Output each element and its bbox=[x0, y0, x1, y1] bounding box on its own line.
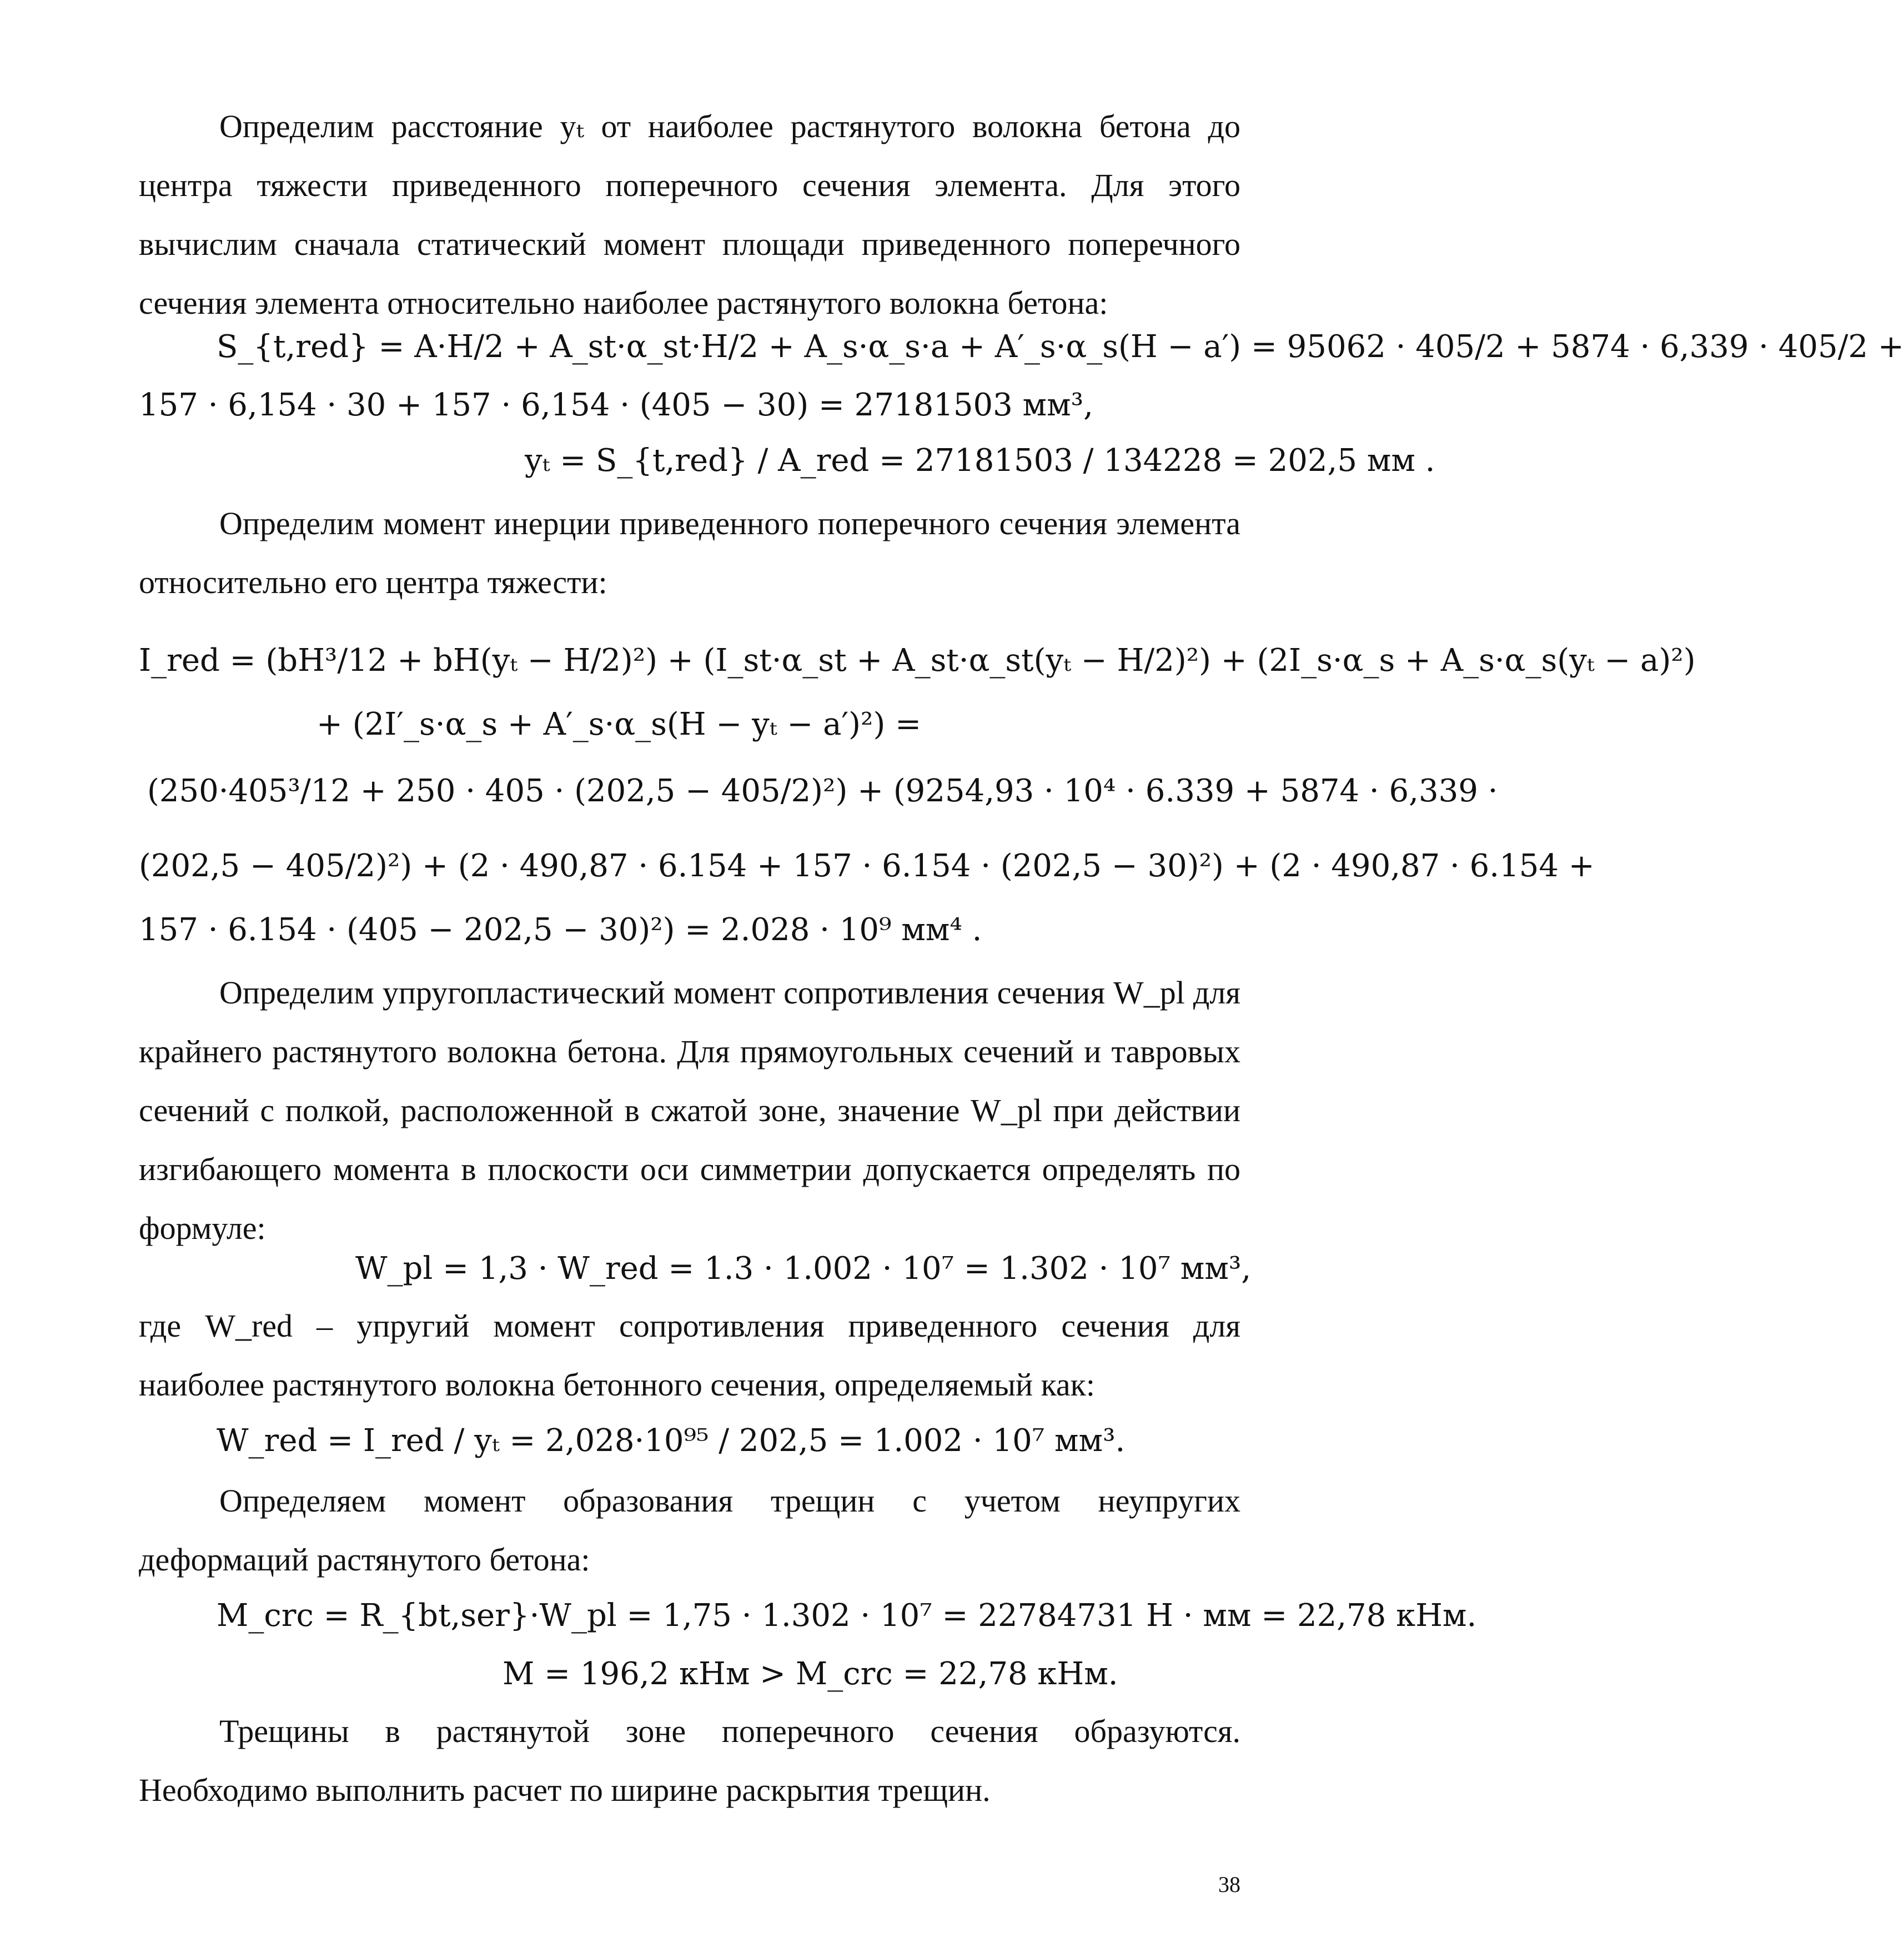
equation-inertia-line2: + (2I′_s·α_s + A′_s·α_s(H − yₜ − a′)²) = bbox=[317, 706, 922, 742]
equation-comparison: M = 196,2 кНм > M_crc = 22,78 кНм. bbox=[503, 1656, 1118, 1692]
equation-wpl: W_pl = 1,3 · W_red = 1.3 · 1.002 · 10⁷ = 1.302 · 10⁷ мм³, bbox=[355, 1251, 1252, 1287]
equation-inertia-line1: I_red = (bH³/12 + bH(yₜ − H/2)²) + (I_st·α_st + A_st·α_st(yₜ − H/2)²) + (2I_s·α_s + A_s·α_s(yₜ − a)²) bbox=[139, 642, 1696, 679]
paragraph-plastic-modulus: Определим упругопластический момент сопротивления сечения W_pl для крайнего растянутого волокна бетона. Для прямоугольных сечений и тавровых сечений с полкой, расположенной в сжатой зоне, значение W_pl при действии изгибающего момента в плоскости оси симметрии допускается определять по формуле: bbox=[139, 975, 1240, 1246]
equation-wred: W_red = I_red / yₜ = 2,028·10⁹⁵ / 202,5 = 1.002 · 10⁷ мм³. bbox=[217, 1423, 1126, 1459]
equation-centroid-distance: yₜ = S_{t,red} / A_red = 27181503 / 134228 = 202,5 мм . bbox=[525, 443, 1435, 479]
paragraph-crack-moment: Определяем момент образования трещин с учетом неупругих деформаций растянутого бетона: bbox=[139, 1483, 1240, 1578]
paragraph-wred-definition: где W_red – упругий момент сопротивления приведенного сечения для наиболее растянутого волокна бетонного сечения, определяемый как: bbox=[139, 1308, 1240, 1403]
equation-static-moment-line2: 157 · 6,154 · 30 + 157 · 6,154 · (405 − 30) = 27181503 мм³, bbox=[139, 387, 1093, 423]
equation-mcrc: M_crc = R_{bt,ser}·W_pl = 1,75 · 1.302 · 10⁷ = 22784731 Н · мм = 22,78 кНм. bbox=[217, 1598, 1477, 1634]
equation-inertia-line3: (250·405³/12 + 250 · 405 · (202,5 − 405/2)²) + (9254,93 · 10⁴ · 6.339 + 5874 · 6,339 · bbox=[147, 773, 1498, 809]
paragraph-inertia-intro: Определим момент инерции приведенного поперечного сечения элемента относительно его центра тяжести: bbox=[139, 505, 1240, 600]
page-number: 38 bbox=[1218, 1872, 1240, 1897]
paragraph-centroid-intro: Определим расстояние yₜ от наиболее растянутого волокна бетона до центра тяжести приведенного поперечного сечения элемента. Для этого вычислим сначала статический момент площади приведенного поперечного сечения элемента относительно наиболее растянутого волокна бетона: bbox=[139, 108, 1240, 321]
paragraph-conclusion: Трещины в растянутой зоне поперечного сечения образуются. Необходимо выполнить расчет по ширине раскрытия трещин. bbox=[139, 1713, 1240, 1808]
equation-inertia-line4: (202,5 − 405/2)²) + (2 · 490,87 · 6.154 + 157 · 6.154 · (202,5 − 30)²) + (2 · 490,87 · 6.154 + bbox=[139, 848, 1595, 884]
equation-inertia-line5: 157 · 6.154 · (405 − 202,5 − 30)²) = 2.028 · 10⁹ мм⁴ . bbox=[139, 912, 982, 948]
equation-static-moment-line1: S_{t,red} = A·H/2 + A_st·α_st·H/2 + A_s·α_s·a + A′_s·α_s(H − a′) = 95062 · 405/2 + 5874 · 6,339 · 405/2 + bbox=[217, 329, 1904, 365]
